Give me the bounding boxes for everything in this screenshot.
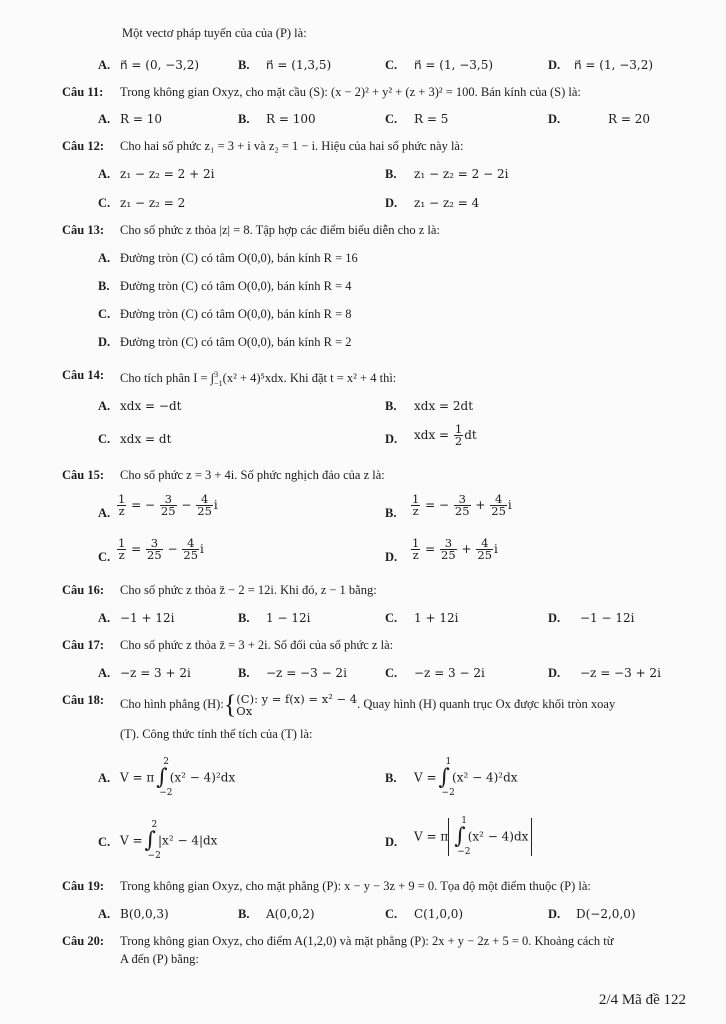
q12-b: z₁ − z₂ = 2 − 2i [414,167,509,181]
q10-c: n⃗ = (1, −3,5) [414,58,494,72]
q17-b: −z = −3 − 2i [266,666,347,680]
q18-c-body: |x² − 4|dx [158,833,218,848]
q18-c-pre: V = [120,833,143,848]
q15-c [116,538,204,561]
q18-a [120,757,236,798]
q10-a: n⃗ = (0, −3,2) [120,58,200,72]
q18-post: . Quay hình (H) quanh trục Ox được khối tròn xoay [357,696,616,711]
imag-unit: i [200,542,204,556]
frac-den: 25 [454,504,470,518]
q18-b-label: B. [385,771,397,785]
q16-b-label: B. [238,611,250,625]
q11-a: R = 10 [120,112,162,126]
q15-b [410,494,512,517]
q18-system [236,693,357,717]
q14-d-tail: dt [464,428,477,442]
frac-den: 25 [441,548,456,562]
lower-limit: −2 [441,788,455,798]
q12-c-label: C. [98,196,111,210]
upper-limit: 1 [445,757,452,767]
q11-text: Trong không gian Oxyz, cho mặt cầu (S): (x − 2)² + y² + (z + 3)² = 100. Bán kính của (S) là: [120,85,581,99]
q15-a-label: A. [98,506,111,520]
q10-d-label: D. [548,58,561,72]
upper-limit: 2 [163,757,169,767]
q16-d: −1 − 12i [580,611,635,625]
q14-lower-limit: −1 [214,378,223,388]
lower-limit: −2 [159,788,173,798]
frac-den: 25 [197,504,212,518]
int-glyph: ∫ [454,824,466,849]
q11-number: Câu 11: [62,85,104,99]
q14-upper-limit: 3 [214,370,219,379]
frac-den: 25 [477,548,493,562]
integral-symbol [156,757,173,798]
q13-d-label: D. [98,335,111,349]
q16-a: −1 + 12i [120,611,175,625]
q13-b-label: B. [98,279,110,293]
frac-den: 25 [183,548,199,562]
q17-text: Cho số phức z thỏa z̄ = 3 + 2i. Số đối của số phức z là: [120,638,394,652]
q18-d-label: D. [385,835,398,849]
q10-a-label: A. [98,58,111,72]
op: = [425,542,436,556]
q10-b-label: B. [238,58,250,72]
q15-c-label: C. [98,550,111,564]
q18-number: Câu 18: [62,693,105,707]
q10-d: n⃗ = (1, −3,2) [574,58,654,72]
op: = − [425,498,450,512]
q18-d [414,818,532,856]
q17-c: −z = 3 − 2i [414,666,485,680]
q11-c: R = 5 [414,112,449,126]
q14-b-label: B. [385,399,397,413]
page-footer: 2/4 Mã đề 122 [598,992,686,1008]
frac-num: 3 [146,538,163,550]
frac-den: 25 [491,504,506,518]
op: = [131,542,142,556]
int-glyph: ∫ [438,765,451,790]
q19-c-label: C. [385,907,398,921]
q20-text: Trong không gian Oxyz, cho điểm A(1,2,0) và mặt phẳng (P): 2x + y − 2z + 5 = 0. Khoảng cách từ [120,934,614,948]
q14-d [414,424,477,447]
q18-b-body: (x² − 4)²dx [452,770,518,785]
q19-b-label: B. [238,907,250,921]
q13-a: Đường tròn (C) có tâm O(0,0), bán kính R = 16 [120,251,358,265]
q18-c [120,820,218,861]
q12-number: Câu 12: [62,139,105,153]
q16-a-label: A. [98,611,111,625]
q11-d: R = 20 [608,112,650,126]
q15-d [410,538,498,561]
q11-a-label: A. [98,112,111,126]
q19-d-label: D. [548,907,561,921]
q19-d: D(−2,0,0) [576,907,636,921]
imag-unit: i [213,498,218,512]
q14-d-label: D. [385,432,398,446]
frac-den: z [118,548,125,562]
q14-c: xdx = dt [120,432,172,446]
q13-number: Câu 13: [62,223,105,237]
q18-a-pre: V = π [120,770,155,785]
int-glyph: ∫ [156,765,168,790]
q18-a-body: (x² − 4)²dx [169,770,236,785]
q14-text [120,367,396,392]
q16-text: Cho số phức z thỏa z̄ − 2 = 12i. Khi đó, z − 1 bằng: [120,583,377,597]
q13-c-label: C. [98,307,111,321]
q18-a-label: A. [98,771,111,785]
q16-d-label: D. [548,611,561,625]
frac-num: 4 [476,538,493,550]
q12-a: z₁ − z₂ = 2 + 2i [120,167,215,181]
op: + [475,498,486,512]
q18-b [414,757,518,798]
frac-num: 3 [160,494,177,506]
q17-c-label: C. [385,666,398,680]
frac-den: 2 [454,434,463,448]
q18-text [120,692,615,718]
q16-b: 1 − 12i [266,611,311,625]
op: + [461,542,472,556]
frac-num: 1 [454,422,463,436]
frac-num: 4 [182,538,199,550]
q15-b-label: B. [385,506,397,520]
q11-d-label: D. [548,112,561,126]
upper-limit: 1 [461,816,467,826]
frac-num: 3 [440,538,457,550]
upper-limit: 2 [151,820,158,830]
q17-number: Câu 17: [62,638,105,652]
q19-number: Câu 19: [62,879,105,893]
q15-d-label: D. [385,550,398,564]
q11-b-label: B. [238,112,250,126]
frac-den: 25 [147,548,162,562]
q20-line2: A đến (P) bằng: [120,952,199,966]
imag-unit: i [507,498,512,512]
q14-d-fraction [454,424,463,447]
brace-glyph: { [223,690,237,719]
op: − [167,542,178,556]
frac-num: 4 [490,494,507,506]
q10-b: n⃗ = (1,3,5) [266,58,332,72]
op: − [181,498,192,512]
q12-b-label: B. [385,167,397,181]
q14-d-lhs: xdx = [414,428,450,442]
q14-a: xdx = −dt [120,399,182,413]
q14-pre: Cho tích phân I = ∫ [120,371,215,386]
q17-d: −z = −3 + 2i [580,666,661,680]
lower-limit: −2 [147,851,161,861]
q18-pre: Cho hình phẳng (H): [120,696,224,711]
q15-a [116,494,218,517]
op: = − [131,498,156,512]
q14-c-label: C. [98,432,111,446]
q17-a-label: A. [98,666,111,680]
q14-b: xdx = 2dt [414,399,474,413]
q18-sys2: Ox [236,704,253,718]
q12-a-label: A. [98,167,111,181]
q15-number: Câu 15: [62,468,105,482]
q16-c: 1 + 12i [414,611,459,625]
frac-num: 1 [412,492,420,506]
frac-den: 25 [160,504,176,518]
q14-post: (x² + 4)⁵xdx. Khi đặt t = x² + 4 thì: [222,371,397,386]
frac-den: z [412,548,419,562]
frac-num: 1 [118,492,126,506]
q12-text: Cho hai số phức z₁ = 3 + i và z₂ = 1 − i. Hiệu của hai số phức này là: [120,139,464,153]
q16-number: Câu 16: [62,583,105,597]
q17-d-label: D. [548,666,561,680]
integral-symbol [454,816,471,857]
q18-b-pre: V = [414,770,437,785]
q16-c-label: C. [385,611,398,625]
q14-a-label: A. [98,399,111,413]
q13-c: Đường tròn (C) có tâm O(0,0), bán kính R = 8 [120,307,352,321]
q19-c: C(1,0,0) [414,907,464,921]
q14-number: Câu 14: [62,368,105,382]
integral-symbol [438,757,455,798]
abs-bars [448,818,532,856]
q18-c-label: C. [98,835,111,849]
integral-symbol [144,820,161,861]
frac-num: 4 [196,494,213,506]
q12-d: z₁ − z₂ = 4 [414,196,480,210]
q13-b: Đường tròn (C) có tâm O(0,0), bán kính R = 4 [120,279,352,293]
q12-d-label: D. [385,196,398,210]
frac-den: z [412,504,419,518]
int-glyph: ∫ [144,828,157,853]
frac-num: 1 [118,536,126,550]
q10-c-label: C. [385,58,398,72]
q13-d: Đường tròn (C) có tâm O(0,0), bán kính R = 2 [120,335,352,349]
q17-b-label: B. [238,666,250,680]
q17-a: −z = 3 + 2i [120,666,191,680]
q19-text: Trong không gian Oxyz, cho mặt phẳng (P): x − y − 3z + 9 = 0. Tọa độ một điểm thuộc (P) là: [120,879,591,893]
q11-b: R = 100 [266,112,316,126]
frac-num: 1 [412,536,420,550]
q19-a: B(0,0,3) [120,907,169,921]
imag-unit: i [494,542,498,556]
q11-c-label: C. [385,112,398,126]
q18-d-body: (x² − 4)dx [467,829,529,844]
q12-c: z₁ − z₂ = 2 [120,196,186,210]
q18-d-pre: V = π [414,829,449,844]
lower-limit: −2 [457,847,471,857]
q18-sys1: (C): y = f(x) = x² − 4 [236,692,358,706]
frac-num: 3 [454,494,471,506]
q18-line2: (T). Công thức tính thể tích của (T) là: [120,727,313,741]
frac-den: z [118,504,125,518]
q19-b: A(0,0,2) [266,907,315,921]
intro-text: Một vectơ pháp tuyến của của (P) là: [122,26,307,40]
q13-text: Cho số phức z thỏa |z| = 8. Tập hợp các điểm biểu diễn cho z là: [120,223,440,237]
q13-a-label: A. [98,251,111,265]
q20-number: Câu 20: [62,934,105,948]
q15-text: Cho số phức z = 3 + 4i. Số phức nghịch đảo của z là: [120,468,385,482]
q19-a-label: A. [98,907,111,921]
